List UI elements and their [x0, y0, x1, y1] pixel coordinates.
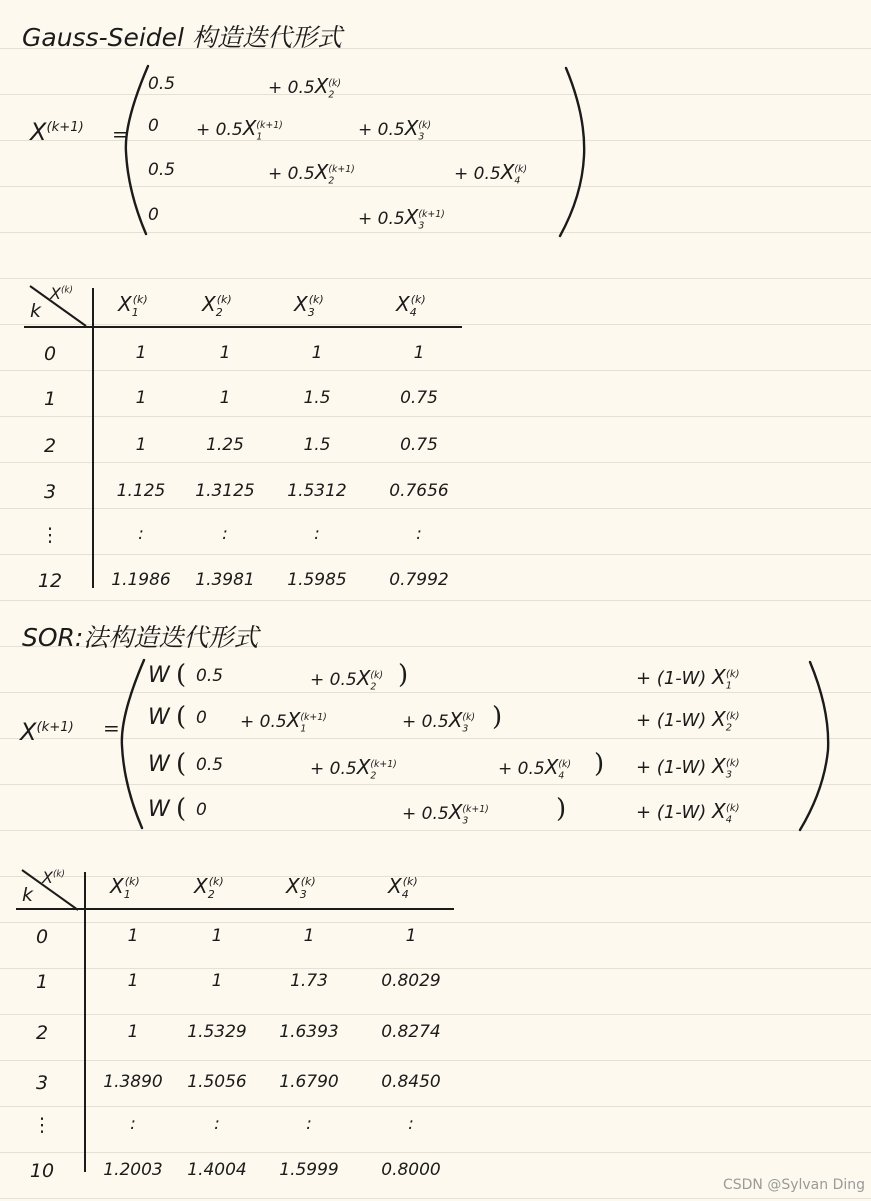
gs-table-row-2-cell-1: 1 — [135, 388, 147, 408]
gs-table-header-1 — [118, 292, 148, 319]
sor-left-bracket — [114, 656, 150, 832]
sor-corner-k: k — [22, 884, 34, 906]
term-coef: 0.5 — [148, 160, 176, 180]
term-sup: (k+1) — [462, 804, 489, 816]
gs-equals: = — [112, 122, 129, 146]
gs-table-row-2-cell-2: 1 — [219, 388, 231, 408]
header-sup: (k) — [402, 875, 418, 889]
relax-sub: 4 — [725, 814, 732, 826]
term-sub: 4 — [514, 175, 521, 187]
term-coef: + 0.5 — [240, 712, 287, 732]
sor-table-row-2-cell-1: 1 — [127, 971, 139, 991]
relax-var: X — [712, 707, 726, 731]
gs-row-1-term-2 — [268, 74, 341, 100]
gs-table-row-5-k: ⋮ — [40, 524, 60, 546]
gs-title: Gauss-Seidel 构造迭代形式 — [22, 23, 342, 52]
sor-row-4-const: 0 — [196, 800, 207, 820]
header-sub: 1 — [131, 306, 139, 319]
sor-row-2-w: W — [148, 705, 170, 730]
gs-table-row-1-cell-2: 1 — [219, 343, 231, 363]
gs-corner-k: k — [30, 300, 42, 322]
gs-table-row-4-k: 3 — [43, 481, 57, 503]
gs-table-header-4 — [396, 292, 426, 319]
gs-table-vertical-rule — [92, 288, 94, 588]
term-sub: 1 — [256, 131, 263, 143]
sor-row-3-open-paren: ( — [176, 749, 187, 779]
term-sub: 3 — [418, 220, 425, 232]
header-sup: (k) — [124, 875, 140, 889]
gs-row-4-term-1 — [148, 205, 159, 225]
term-var: X — [242, 116, 257, 140]
term-coef: + 0.5 — [402, 712, 449, 732]
header-var: X — [294, 292, 308, 316]
term-sub: 2 — [328, 89, 335, 101]
gs-table-row-5-cell-1: : — [138, 524, 144, 544]
relax-sup: (k) — [726, 669, 740, 680]
gs-table-row-6-cell-3: 1.5985 — [287, 570, 347, 590]
term-sub: 4 — [558, 770, 565, 782]
relax-coef: + (1-W) — [636, 710, 712, 731]
header-var: X — [118, 292, 132, 316]
header-sup: (k) — [308, 293, 324, 307]
term-sub: 1 — [300, 723, 307, 735]
term-coef: + 0.5 — [196, 120, 243, 140]
term-sub: 2 — [370, 770, 377, 782]
relax-var: X — [712, 665, 726, 689]
gs-table-row-3-cell-3: 1.5 — [303, 435, 331, 455]
sor-table-row-5-cell-1: : — [130, 1114, 136, 1134]
sor-table-row-3-cell-3: 1.6393 — [279, 1022, 339, 1042]
gs-table-row-6-cell-2: 1.3981 — [195, 570, 255, 590]
term-var: X — [356, 755, 371, 779]
sor-equals: = — [103, 716, 120, 740]
gs-row-2-term-3 — [358, 116, 431, 142]
sor-row-3-term-2 — [498, 755, 571, 781]
term-sub: 2 — [370, 681, 377, 693]
sor-corner-x: $X^{(k)}$ — [42, 868, 65, 887]
term-coef: + 0.5 — [454, 164, 501, 184]
sor-table-row-2-cell-3: 1.73 — [290, 971, 328, 991]
gs-table-row-3-cell-4: 0.75 — [400, 435, 438, 455]
sor-row-1-w: W — [148, 663, 170, 688]
header-var: X — [202, 292, 216, 316]
header-sub: 2 — [215, 306, 223, 319]
sor-lhs-symbol: X — [20, 718, 37, 746]
gs-table-row-3-cell-1: 1 — [135, 435, 147, 455]
gs-lhs — [30, 118, 84, 146]
header-sub: 1 — [123, 888, 131, 901]
sor-table-row-1-cell-4: 1 — [405, 926, 417, 946]
header-sub: 4 — [401, 888, 409, 901]
sor-table-row-6-cell-4: 0.8000 — [381, 1160, 441, 1180]
sor-row-1-close-paren: ) — [398, 660, 409, 690]
sor-row-1-term-1 — [310, 666, 383, 692]
header-var: X — [388, 874, 402, 898]
sor-table-header-4 — [388, 874, 418, 901]
relax-sub: 1 — [725, 680, 732, 692]
header-var: X — [286, 874, 300, 898]
sor-table-row-5-k: ⋮ — [32, 1114, 52, 1136]
gs-row-4-term-2 — [358, 205, 445, 231]
gs-lhs-sup: (k+1) — [46, 120, 84, 135]
term-sup: (k+1) — [328, 164, 355, 176]
gs-row-3-term-1 — [148, 160, 175, 180]
term-var: X — [404, 116, 419, 140]
header-sup: (k) — [300, 875, 316, 889]
gs-corner-x: $X^{(k)}$ — [50, 284, 73, 303]
term-sup: (k) — [558, 759, 572, 771]
term-var: X — [286, 708, 301, 732]
relax-var: X — [712, 754, 726, 778]
term-var: X — [500, 160, 515, 184]
gs-table-header-rule — [24, 326, 462, 328]
term-var: X — [448, 800, 463, 824]
relax-sup: (k) — [726, 758, 740, 769]
header-sup: (k) — [410, 293, 426, 307]
header-var: X — [110, 874, 124, 898]
gs-table-row-2-cell-4: 0.75 — [400, 388, 438, 408]
sor-row-2-relax-term — [636, 707, 739, 734]
term-sub: 3 — [462, 815, 469, 827]
term-var: X — [448, 708, 463, 732]
sor-table-row-2-k: 1 — [35, 971, 49, 993]
sor-table-header-rule — [16, 908, 454, 910]
sor-row-1-relax-term — [636, 665, 739, 692]
gs-row-1-term-1 — [148, 74, 175, 94]
sor-table-row-5-cell-4: : — [408, 1114, 414, 1134]
gs-table-row-3-k: 2 — [43, 435, 57, 457]
sor-row-1-const: 0.5 — [196, 666, 224, 686]
sor-row-4-relax-term — [636, 799, 739, 826]
term-coef: 0 — [148, 116, 159, 136]
sor-row-2-term-1 — [240, 708, 327, 734]
relax-sub: 3 — [725, 769, 732, 781]
gs-lhs-symbol: X — [30, 118, 47, 146]
gs-row-3-term-2 — [268, 160, 355, 186]
sor-table-row-4-cell-1: 1.3890 — [103, 1072, 163, 1092]
gs-table-row-4-cell-1: 1.125 — [116, 481, 166, 501]
sor-table-row-3-k: 2 — [35, 1022, 49, 1044]
sor-table-vertical-rule — [84, 872, 86, 1172]
term-sub: 2 — [328, 175, 335, 187]
sor-table-row-4-cell-3: 1.6790 — [279, 1072, 339, 1092]
gs-table-row-4-cell-4: 0.7656 — [389, 481, 449, 501]
sor-row-3-relax-term — [636, 754, 739, 781]
sor-row-4-open-paren: ( — [176, 794, 187, 824]
gs-row-2-term-1 — [148, 116, 159, 136]
term-var: X — [314, 74, 329, 98]
sor-table-row-3-cell-2: 1.5329 — [187, 1022, 247, 1042]
sor-row-4-term-1 — [402, 800, 489, 826]
term-coef: + 0.5 — [268, 78, 315, 98]
sor-table-header-3 — [286, 874, 316, 901]
header-sub: 3 — [299, 888, 307, 901]
sor-table-row-3-cell-4: 0.8274 — [381, 1022, 441, 1042]
term-var: X — [356, 666, 371, 690]
sor-row-3-const: 0.5 — [196, 755, 224, 775]
relax-sup: (k) — [726, 711, 740, 722]
sor-table-header-2 — [194, 874, 224, 901]
watermark: CSDN @Sylvan Ding — [722, 1177, 865, 1193]
gs-table-row-6-cell-4: 0.7992 — [389, 570, 449, 590]
sor-table-row-4-k: 3 — [35, 1072, 49, 1094]
sor-row-2-close-paren: ) — [492, 702, 503, 732]
term-var: X — [404, 205, 419, 229]
sor-row-3-close-paren: ) — [594, 749, 605, 779]
gs-row-3-term-3 — [454, 160, 527, 186]
sor-table-row-6-cell-3: 1.5999 — [279, 1160, 339, 1180]
term-coef: + 0.5 — [310, 759, 357, 779]
term-var: X — [544, 755, 559, 779]
sor-table-header-1 — [110, 874, 140, 901]
term-sup: (k) — [370, 670, 384, 682]
gs-table-row-1-cell-1: 1 — [135, 343, 147, 363]
sor-table-row-6-cell-2: 1.4004 — [187, 1160, 247, 1180]
sor-row-3-w: W — [148, 752, 170, 777]
sor-row-3-term-1 — [310, 755, 397, 781]
sor-table-row-2-cell-2: 1 — [211, 971, 223, 991]
gs-row-2-term-2 — [196, 116, 283, 142]
sor-row-2-open-paren: ( — [176, 702, 187, 732]
term-var: X — [314, 160, 329, 184]
sor-title: SOR:法构造迭代形式 — [22, 623, 259, 652]
gs-table-row-2-k: 1 — [43, 388, 57, 410]
sor-row-2-term-2 — [402, 708, 475, 734]
sor-lhs — [20, 718, 74, 746]
relax-sup: (k) — [726, 803, 740, 814]
term-coef: + 0.5 — [358, 209, 405, 229]
gs-table-row-2-cell-3: 1.5 — [303, 388, 331, 408]
term-coef: + 0.5 — [358, 120, 405, 140]
sor-table-row-1-k: 0 — [35, 926, 49, 948]
term-sup: (k) — [462, 712, 476, 724]
header-sub: 2 — [207, 888, 215, 901]
sor-row-4-w: W — [148, 797, 170, 822]
relax-coef: + (1-W) — [636, 757, 712, 778]
header-sub: 4 — [409, 306, 417, 319]
gs-table-row-3-cell-2: 1.25 — [206, 435, 244, 455]
relax-sub: 2 — [725, 722, 732, 734]
sor-table-row-5-cell-2: : — [214, 1114, 220, 1134]
sor-table-row-2-cell-4: 0.8029 — [381, 971, 441, 991]
sor-row-4-close-paren: ) — [556, 794, 567, 824]
gs-table-row-4-cell-3: 1.5312 — [287, 481, 347, 501]
term-sup: (k+1) — [300, 712, 327, 724]
sor-table-row-4-cell-2: 1.5056 — [187, 1072, 247, 1092]
gs-table-row-6-cell-1: 1.1986 — [111, 570, 171, 590]
header-var: X — [194, 874, 208, 898]
gs-right-bracket — [556, 66, 592, 242]
gs-table-row-4-cell-2: 1.3125 — [195, 481, 255, 501]
term-coef: + 0.5 — [402, 804, 449, 824]
relax-coef: + (1-W) — [636, 802, 712, 823]
header-sup: (k) — [208, 875, 224, 889]
term-sup: (k+1) — [370, 759, 397, 771]
gs-table-row-5-cell-4: : — [416, 524, 422, 544]
sor-table-row-5-cell-3: : — [306, 1114, 312, 1134]
sor-table-row-6-cell-1: 1.2003 — [103, 1160, 163, 1180]
header-sup: (k) — [132, 293, 148, 307]
term-coef: + 0.5 — [498, 759, 545, 779]
gs-table-header-2 — [202, 292, 232, 319]
sor-table-row-6-k: 10 — [29, 1160, 55, 1182]
term-sup: (k+1) — [418, 209, 445, 221]
header-sup: (k) — [216, 293, 232, 307]
relax-var: X — [712, 799, 726, 823]
sor-row-1-open-paren: ( — [176, 660, 187, 690]
term-sup: (k) — [328, 78, 342, 90]
sor-table-row-1-cell-1: 1 — [127, 926, 139, 946]
gs-table-header-3 — [294, 292, 324, 319]
term-coef: 0 — [148, 205, 159, 225]
term-coef: 0.5 — [148, 74, 176, 94]
gs-table-row-1-k: 0 — [43, 343, 57, 365]
gs-table-row-6-k: 12 — [37, 570, 63, 592]
sor-row-2-const: 0 — [196, 708, 207, 728]
term-coef: + 0.5 — [268, 164, 315, 184]
term-sub: 3 — [462, 723, 469, 735]
term-coef: + 0.5 — [310, 670, 357, 690]
sor-table-row-3-cell-1: 1 — [127, 1022, 139, 1042]
relax-coef: + (1-W) — [636, 668, 712, 689]
header-var: X — [396, 292, 410, 316]
header-sub: 3 — [307, 306, 315, 319]
term-sup: (k) — [514, 164, 528, 176]
sor-lhs-sup: (k+1) — [36, 720, 74, 735]
sor-table-row-1-cell-3: 1 — [303, 926, 315, 946]
gs-table-row-1-cell-4: 1 — [413, 343, 425, 363]
gs-table-row-5-cell-2: : — [222, 524, 228, 544]
term-sup: (k+1) — [256, 120, 283, 132]
sor-table-row-4-cell-4: 0.8450 — [381, 1072, 441, 1092]
term-sub: 3 — [418, 131, 425, 143]
gs-table-row-1-cell-3: 1 — [311, 343, 323, 363]
sor-table-row-1-cell-2: 1 — [211, 926, 223, 946]
gs-table-row-5-cell-3: : — [314, 524, 320, 544]
sor-right-bracket — [796, 660, 836, 836]
term-sup: (k) — [418, 120, 432, 132]
